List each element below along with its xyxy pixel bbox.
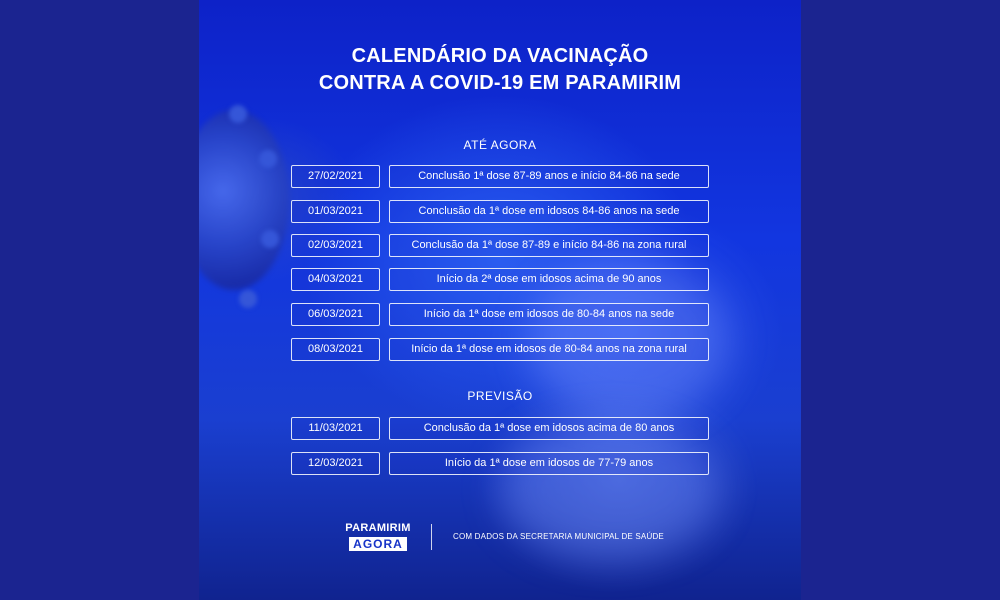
row-date: 06/03/2021 xyxy=(291,303,380,326)
row-description: Início da 1ª dose em idosos de 80-84 anos na zona rural xyxy=(389,338,709,361)
paramirim-agora-logo xyxy=(345,522,411,550)
logo-bottom-text: AGORA xyxy=(349,537,407,551)
section-label-previsao: PREVISÃO xyxy=(467,389,533,403)
title-line-1: CALENDÁRIO DA VACINAÇÃO xyxy=(351,45,649,67)
source-note: COM DADOS DA SECRETARIA MUNICIPAL DE SAÚDE xyxy=(453,532,664,541)
footer-divider xyxy=(431,524,432,550)
footer xyxy=(345,522,675,552)
section-label-ate-agora: ATÉ AGORA xyxy=(463,138,537,152)
row-date: 04/03/2021 xyxy=(291,268,380,291)
logo-top-text: PARAMIRIM xyxy=(345,522,411,534)
row-description: Conclusão 1ª dose 87-89 anos e início 84-86 na sede xyxy=(389,165,709,188)
row-description: Início da 1ª dose em idosos de 77-79 anos xyxy=(389,452,709,475)
row-date: 02/03/2021 xyxy=(291,234,380,257)
virus-illustration xyxy=(199,110,289,290)
row-date: 01/03/2021 xyxy=(291,200,380,223)
virus-spike xyxy=(261,230,279,248)
row-date: 11/03/2021 xyxy=(291,417,380,440)
virus-spike xyxy=(239,290,257,308)
row-date: 08/03/2021 xyxy=(291,338,380,361)
virus-spike xyxy=(229,105,247,123)
vaccination-calendar-card xyxy=(199,0,801,600)
row-date: 12/03/2021 xyxy=(291,452,380,475)
row-description: Conclusão da 1ª dose em idosos acima de 80 anos xyxy=(389,417,709,440)
row-description: Conclusão da 1ª dose em idosos 84-86 anos na sede xyxy=(389,200,709,223)
virus-spike xyxy=(259,150,277,168)
row-description: Conclusão da 1ª dose 87-89 e início 84-86 na zona rural xyxy=(389,234,709,257)
row-description: Início da 1ª dose em idosos de 80-84 anos na sede xyxy=(389,303,709,326)
page-title xyxy=(199,43,801,97)
title-line-2: CONTRA A COVID-19 EM PARAMIRIM xyxy=(318,72,682,94)
row-date: 27/02/2021 xyxy=(291,165,380,188)
row-description: Início da 2ª dose em idosos acima de 90 anos xyxy=(389,268,709,291)
